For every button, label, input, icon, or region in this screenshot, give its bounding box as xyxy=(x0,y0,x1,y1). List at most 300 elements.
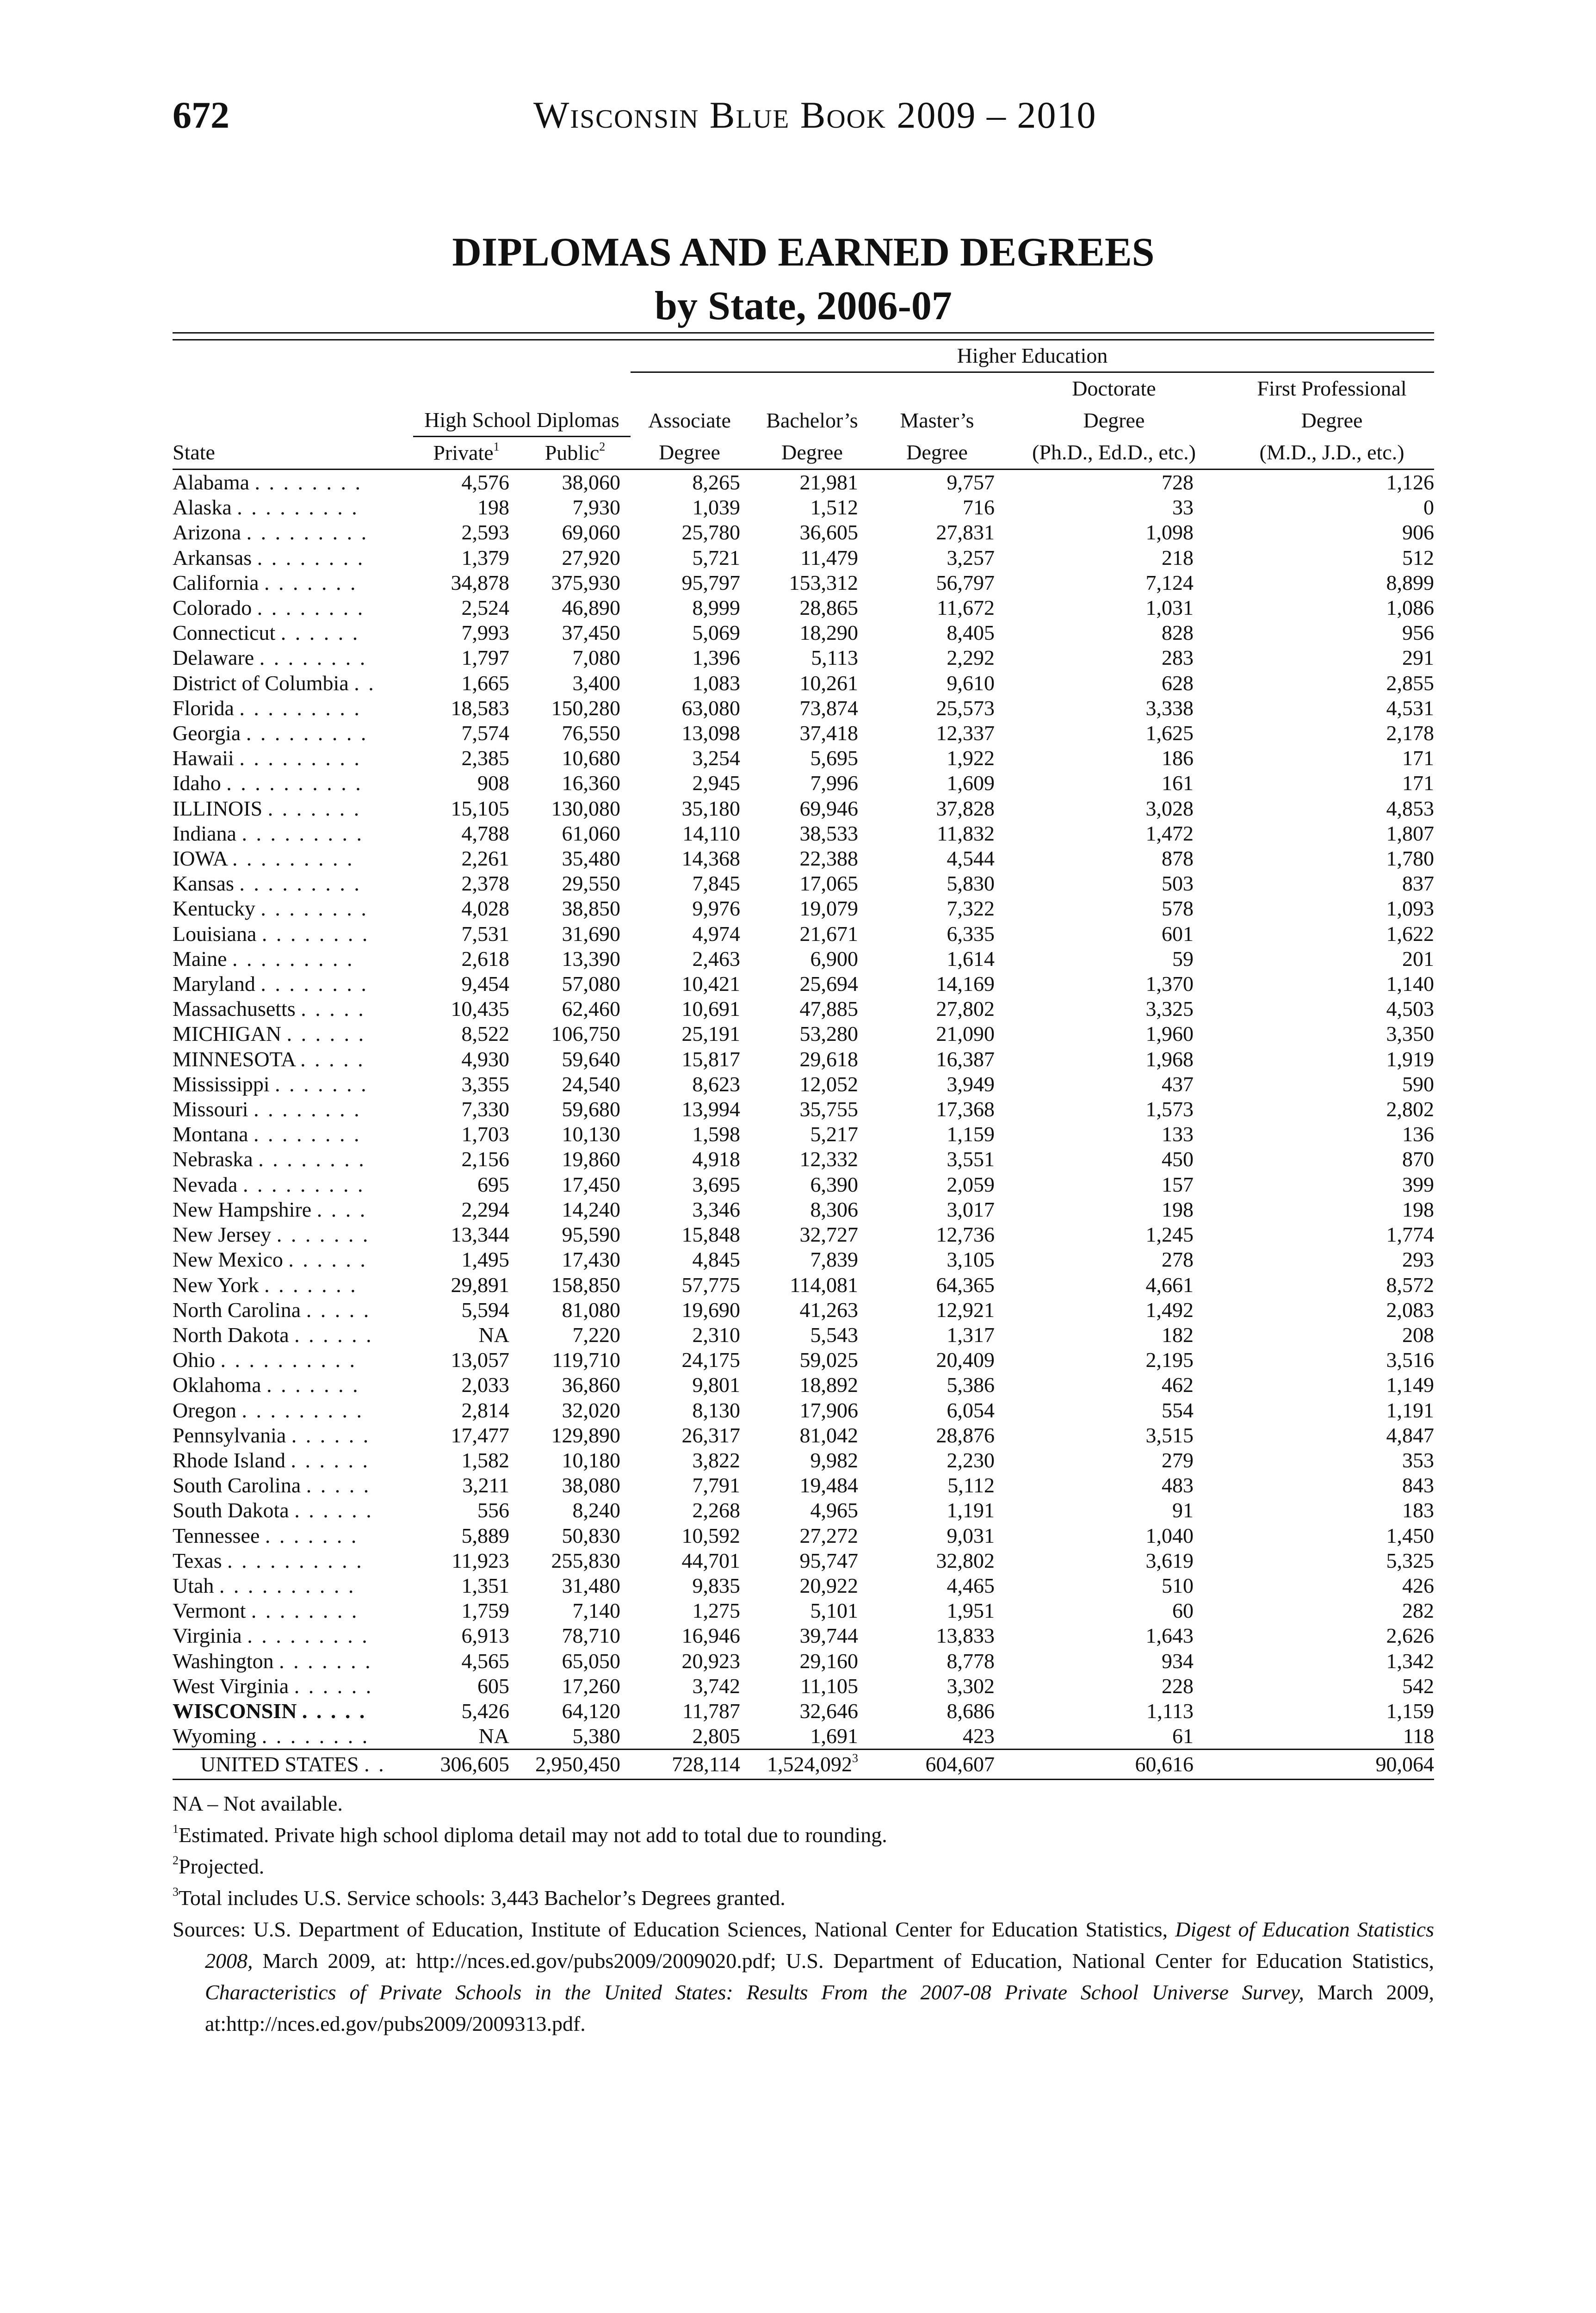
cell-private: 10,435 xyxy=(451,997,509,1021)
cell-master: 8,405 xyxy=(946,621,995,645)
cell-doctorate: 182 xyxy=(1162,1323,1194,1347)
cell-master: 1,609 xyxy=(946,771,995,795)
cell-bachelor: 28,865 xyxy=(799,596,858,620)
state-name: Texas . . . . . . . . . . xyxy=(173,1548,364,1572)
cell-master: 3,949 xyxy=(946,1072,995,1096)
cell-private: 2,156 xyxy=(461,1147,509,1171)
master-header-2: Degree xyxy=(876,437,998,470)
cell-public: 10,180 xyxy=(562,1448,620,1472)
cell-first-prof: 1,774 xyxy=(1386,1223,1435,1247)
cell-first-prof: 282 xyxy=(1402,1599,1435,1623)
cell-associate: 9,976 xyxy=(692,897,740,921)
cell-first-prof: 590 xyxy=(1402,1072,1435,1096)
cell-doctorate: 1,472 xyxy=(1145,821,1194,845)
master-header-1: Master’s xyxy=(900,408,974,432)
cell-associate: 25,191 xyxy=(681,1022,740,1046)
table-row xyxy=(173,671,1434,696)
cell-doctorate: 878 xyxy=(1162,847,1194,871)
cell-doctorate: 3,338 xyxy=(1145,696,1194,720)
cell-doctorate: 554 xyxy=(1162,1398,1194,1422)
note-1: $^1$Estimated. Private high school diploma detail may not add to total due to rounding. xyxy=(173,1822,887,1847)
state-name: Indiana . . . . . . . . . xyxy=(173,821,364,845)
cell-doctorate: 450 xyxy=(1162,1147,1194,1171)
cell-associate: 2,463 xyxy=(692,946,740,971)
state-name: Virginia . . . . . . . . . xyxy=(173,1624,369,1648)
cell-private: 18,583 xyxy=(451,696,509,720)
table-row xyxy=(173,871,1434,896)
cell-doctorate: 1,643 xyxy=(1145,1624,1194,1648)
cell-associate: 63,080 xyxy=(681,696,740,720)
cell-private: 4,565 xyxy=(461,1649,509,1673)
total-private: 306,605 xyxy=(413,1750,520,1780)
cell-master: 6,335 xyxy=(946,921,995,946)
cell-public: 38,850 xyxy=(562,897,620,921)
cell-first-prof: 542 xyxy=(1402,1674,1435,1698)
cell-first-prof: 1,159 xyxy=(1386,1699,1435,1723)
cell-first-prof: 8,572 xyxy=(1386,1273,1435,1297)
state-name: Kentucky . . . . . . . . xyxy=(173,897,368,921)
cell-master: 37,828 xyxy=(936,796,995,820)
cell-master: 2,230 xyxy=(946,1448,995,1472)
cell-public: 37,450 xyxy=(562,621,620,645)
cell-public: 59,640 xyxy=(562,1047,620,1071)
cell-private: 5,594 xyxy=(461,1298,509,1322)
table-row xyxy=(173,1448,1434,1473)
cell-doctorate: 186 xyxy=(1162,746,1194,770)
cell-bachelor: 5,101 xyxy=(810,1599,858,1623)
cell-doctorate: 462 xyxy=(1162,1373,1194,1397)
cell-doctorate: 728 xyxy=(1162,470,1194,494)
cell-public: 65,050 xyxy=(562,1649,620,1673)
cell-master: 28,876 xyxy=(936,1423,995,1447)
degrees-table xyxy=(173,340,1434,1780)
table-row xyxy=(173,1172,1434,1197)
cell-master: 1,951 xyxy=(946,1599,995,1623)
cell-bachelor: 22,388 xyxy=(799,847,858,871)
state-name: Utah . . . . . . . . . . xyxy=(173,1573,356,1597)
cell-first-prof: 2,802 xyxy=(1386,1097,1435,1121)
state-name: Oregon . . . . . . . . . xyxy=(173,1398,364,1422)
cell-master: 12,337 xyxy=(936,721,995,745)
cell-first-prof: 136 xyxy=(1402,1122,1435,1146)
cell-first-prof: 2,178 xyxy=(1386,721,1435,745)
cell-public: 3,400 xyxy=(572,671,620,695)
cell-first-prof: 2,626 xyxy=(1386,1624,1435,1648)
cell-first-prof: 4,531 xyxy=(1386,696,1435,720)
table-subtitle: by State, 2006-07 xyxy=(655,283,952,328)
table-row xyxy=(173,1473,1434,1498)
cell-master: 3,551 xyxy=(946,1147,995,1171)
cell-doctorate: 133 xyxy=(1162,1122,1194,1146)
cell-associate: 14,368 xyxy=(681,847,740,871)
cell-private: 6,913 xyxy=(461,1624,509,1648)
state-name: Montana . . . . . . . . xyxy=(173,1122,361,1146)
cell-master: 12,736 xyxy=(936,1223,995,1247)
cell-master: 1,191 xyxy=(946,1498,995,1522)
table-row xyxy=(173,645,1434,670)
state-name: Rhode Island . . . . . . xyxy=(173,1448,370,1472)
cell-bachelor: 20,922 xyxy=(799,1573,858,1597)
cell-first-prof: 3,350 xyxy=(1386,1022,1435,1046)
state-name: North Dakota . . . . . . xyxy=(173,1323,373,1347)
cell-master: 11,832 xyxy=(937,821,995,845)
cell-private: 1,759 xyxy=(461,1599,509,1623)
cell-public: 24,540 xyxy=(562,1072,620,1096)
cell-master: 12,921 xyxy=(936,1298,995,1322)
cell-first-prof: 956 xyxy=(1402,621,1435,645)
cell-master: 20,409 xyxy=(936,1348,995,1372)
state-name: New York . . . . . . . xyxy=(173,1273,358,1297)
cell-doctorate: 1,573 xyxy=(1145,1097,1194,1121)
cell-first-prof: 1,919 xyxy=(1386,1047,1435,1071)
cell-bachelor: 11,105 xyxy=(800,1674,858,1698)
cell-first-prof: 4,503 xyxy=(1386,997,1435,1021)
cell-master: 3,017 xyxy=(946,1197,995,1221)
state-name: Kansas . . . . . . . . . xyxy=(173,872,361,896)
cell-private: 1,495 xyxy=(461,1248,509,1272)
cell-associate: 1,396 xyxy=(692,646,740,670)
cell-bachelor: 12,332 xyxy=(799,1147,858,1171)
cell-private: 556 xyxy=(477,1498,509,1522)
first-prof-header-2: Degree xyxy=(1301,408,1363,432)
cell-master: 9,031 xyxy=(946,1523,995,1547)
cell-associate: 1,083 xyxy=(692,671,740,695)
total-public: 2,950,450 xyxy=(520,1750,631,1780)
cell-private: 2,033 xyxy=(461,1373,509,1397)
total-associate: 728,114 xyxy=(631,1750,749,1780)
cell-associate: 16,946 xyxy=(681,1624,740,1648)
cell-private: 29,891 xyxy=(451,1273,509,1297)
cell-associate: 35,180 xyxy=(681,796,740,820)
state-name: West Virginia . . . . . . xyxy=(173,1674,373,1698)
state-name: Arizona . . . . . . . . . xyxy=(173,520,369,544)
state-name: Arkansas . . . . . . . . xyxy=(173,545,365,569)
cell-public: 81,080 xyxy=(562,1298,620,1322)
cell-associate: 3,742 xyxy=(692,1674,740,1698)
associate-header-1: Associate xyxy=(648,408,731,432)
state-name: Hawaii . . . . . . . . . xyxy=(173,746,361,770)
cell-first-prof: 1,149 xyxy=(1386,1373,1435,1397)
cell-public: 10,130 xyxy=(562,1122,620,1146)
table-row xyxy=(173,1699,1434,1724)
cell-first-prof: 198 xyxy=(1402,1197,1435,1221)
cell-public: 13,390 xyxy=(562,946,620,971)
cell-public: 29,550 xyxy=(562,872,620,896)
cell-bachelor: 39,744 xyxy=(799,1624,858,1648)
cell-public: 38,080 xyxy=(562,1473,620,1497)
cell-bachelor: 19,484 xyxy=(799,1473,858,1497)
cell-first-prof: 1,807 xyxy=(1386,821,1435,845)
table-row xyxy=(173,1498,1434,1523)
state-name: Missouri . . . . . . . . xyxy=(173,1097,361,1121)
cell-first-prof: 870 xyxy=(1402,1147,1435,1171)
total-label: UNITED STATES . . xyxy=(173,1750,413,1780)
total-row xyxy=(173,1750,1434,1780)
table-row xyxy=(173,971,1434,996)
table-row xyxy=(173,746,1434,771)
cell-master: 2,292 xyxy=(946,646,995,670)
cell-associate: 20,923 xyxy=(681,1649,740,1673)
cell-bachelor: 21,981 xyxy=(799,470,858,494)
cell-doctorate: 33 xyxy=(1172,495,1194,519)
cell-first-prof: 4,847 xyxy=(1386,1423,1435,1447)
cell-private: 34,878 xyxy=(451,570,509,594)
cell-public: 10,680 xyxy=(562,746,620,770)
cell-doctorate: 1,960 xyxy=(1145,1022,1194,1046)
cell-master: 4,465 xyxy=(946,1573,995,1597)
cell-bachelor: 5,695 xyxy=(810,746,858,770)
cell-bachelor: 35,755 xyxy=(799,1097,858,1121)
state-name: Colorado . . . . . . . . xyxy=(173,596,365,620)
cell-master: 64,365 xyxy=(936,1273,995,1297)
state-name: New Hampshire . . . . xyxy=(173,1197,367,1221)
cell-private: 1,379 xyxy=(461,545,509,569)
cell-master: 3,302 xyxy=(946,1674,995,1698)
cell-doctorate: 1,098 xyxy=(1145,520,1194,544)
table-row xyxy=(173,520,1434,545)
cell-master: 27,831 xyxy=(936,520,995,544)
hs-diplomas-header: High School Diplomas xyxy=(413,404,631,437)
table-notes xyxy=(173,1788,1434,2040)
table-row xyxy=(173,996,1434,1021)
cell-doctorate: 2,195 xyxy=(1145,1348,1194,1372)
state-name: Mississippi . . . . . . . xyxy=(173,1072,368,1096)
cell-first-prof: 293 xyxy=(1402,1248,1435,1272)
cell-associate: 2,268 xyxy=(692,1498,740,1522)
cell-private: 7,993 xyxy=(461,621,509,645)
state-name: New Mexico . . . . . . xyxy=(173,1248,367,1272)
cell-master: 8,778 xyxy=(946,1649,995,1673)
cell-master: 1,614 xyxy=(946,946,995,971)
cell-private: 908 xyxy=(477,771,509,795)
cell-bachelor: 7,996 xyxy=(810,771,858,795)
cell-first-prof: 837 xyxy=(1402,872,1435,896)
cell-bachelor: 6,900 xyxy=(810,946,858,971)
cell-doctorate: 483 xyxy=(1162,1473,1194,1497)
cell-first-prof: 1,191 xyxy=(1386,1398,1435,1422)
cell-private: 4,930 xyxy=(461,1047,509,1071)
state-name: Alaska . . . . . . . . . xyxy=(173,495,359,519)
cell-associate: 8,265 xyxy=(692,470,740,494)
cell-public: 375,930 xyxy=(551,570,620,594)
cell-associate: 8,130 xyxy=(692,1398,740,1422)
cell-associate: 26,317 xyxy=(681,1423,740,1447)
cell-public: 7,140 xyxy=(572,1599,620,1623)
cell-associate: 1,275 xyxy=(692,1599,740,1623)
cell-doctorate: 157 xyxy=(1162,1172,1194,1196)
cell-associate: 3,346 xyxy=(692,1197,740,1221)
doctorate-header-1: Doctorate xyxy=(1072,377,1156,400)
cell-public: 16,360 xyxy=(562,771,620,795)
state-name: New Jersey . . . . . . . xyxy=(173,1223,370,1247)
associate-header-2: Degree xyxy=(631,437,749,470)
cell-private: 15,105 xyxy=(451,796,509,820)
cell-public: 17,430 xyxy=(562,1248,620,1272)
state-name: Delaware . . . . . . . . xyxy=(173,646,367,670)
cell-public: 32,020 xyxy=(562,1398,620,1422)
cell-public: 36,860 xyxy=(562,1373,620,1397)
cell-private: 4,028 xyxy=(461,897,509,921)
cell-first-prof: 1,342 xyxy=(1386,1649,1435,1673)
state-name: Idaho . . . . . . . . . . xyxy=(173,771,363,795)
cell-associate: 3,822 xyxy=(692,1448,740,1472)
cell-master: 3,105 xyxy=(946,1248,995,1272)
table-row xyxy=(173,1598,1434,1623)
cell-master: 5,830 xyxy=(946,872,995,896)
state-name: California . . . . . . . xyxy=(173,570,358,594)
cell-associate: 8,999 xyxy=(692,596,740,620)
table-row xyxy=(173,846,1434,871)
cell-bachelor: 41,263 xyxy=(799,1298,858,1322)
cell-associate: 4,974 xyxy=(692,921,740,946)
table-row xyxy=(173,545,1434,570)
cell-public: 5,380 xyxy=(520,1724,631,1750)
cell-master: 5,386 xyxy=(946,1373,995,1397)
cell-master: 27,802 xyxy=(936,997,995,1021)
cell-public: 8,240 xyxy=(572,1498,620,1522)
cell-associate: 10,421 xyxy=(681,972,740,996)
cell-bachelor: 8,306 xyxy=(810,1197,858,1221)
cell-doctorate: 578 xyxy=(1162,897,1194,921)
cell-associate: 9,801 xyxy=(692,1373,740,1397)
cell-bachelor: 18,290 xyxy=(799,621,858,645)
cell-public: 95,590 xyxy=(562,1223,620,1247)
cell-bachelor: 53,280 xyxy=(799,1022,858,1046)
cell-public: 78,710 xyxy=(562,1624,620,1648)
cell-first-prof: 1,086 xyxy=(1386,596,1435,620)
state-name: Nebraska . . . . . . . . xyxy=(173,1147,366,1171)
cell-master: 9,610 xyxy=(946,671,995,695)
cell-first-prof: 4,853 xyxy=(1386,796,1435,820)
total-master: 604,607 xyxy=(876,1750,998,1780)
cell-public: 61,060 xyxy=(562,821,620,845)
cell-private: 4,788 xyxy=(461,821,509,845)
cell-doctorate: 437 xyxy=(1162,1072,1194,1096)
table-row xyxy=(173,1197,1434,1222)
cell-private: 1,703 xyxy=(461,1122,509,1146)
cell-associate: 25,780 xyxy=(681,520,740,544)
cell-doctorate: 218 xyxy=(1162,545,1194,569)
cell-private: 9,454 xyxy=(461,972,509,996)
state-name: Nevada . . . . . . . . . xyxy=(173,1172,365,1196)
cell-public: 7,220 xyxy=(572,1323,620,1347)
note-na: NA – Not available. xyxy=(173,1792,343,1815)
cell-public: 17,260 xyxy=(562,1674,620,1698)
sources-note: Sources: U.S. Department of Education, Institute of Education Sciences, National Center for Education Statistics, Digest of Education Statistics 2008, March 2009, at: http://nces.ed.gov/pubs2009/2009020.pdf; U.S. Department of Education, National Center for Education Statistics, Characteristics of Private Schools in the United States: Results From the 2007-08 Private School Universe Survey, March 2009, at:http://nces.ed.gov/pubs2009/2009313.pdf. xyxy=(173,1917,1434,2035)
cell-doctorate: 934 xyxy=(1162,1649,1194,1673)
cell-associate: 8,623 xyxy=(692,1072,740,1096)
state-name: IOWA . . . . . . . . . xyxy=(173,847,354,871)
cell-first-prof: 1,140 xyxy=(1386,972,1435,996)
cell-first-prof: 2,083 xyxy=(1386,1298,1435,1322)
state-name: Massachusetts . . . . . xyxy=(173,997,365,1021)
cell-doctorate: 1,492 xyxy=(1145,1298,1194,1322)
cell-first-prof: 208 xyxy=(1402,1323,1435,1347)
cell-doctorate: 1,968 xyxy=(1145,1047,1194,1071)
cell-bachelor: 29,160 xyxy=(799,1649,858,1673)
cell-master: 1,159 xyxy=(946,1122,995,1146)
table-row xyxy=(173,771,1434,796)
cell-bachelor: 9,982 xyxy=(810,1448,858,1472)
cell-first-prof: 118 xyxy=(1230,1724,1434,1750)
state-name: Vermont . . . . . . . . xyxy=(173,1599,359,1623)
table-row xyxy=(173,896,1434,921)
cell-associate: 15,848 xyxy=(681,1223,740,1247)
cell-first-prof: 353 xyxy=(1402,1448,1435,1472)
state-name: Georgia . . . . . . . . . xyxy=(173,721,368,745)
cell-private: 1,351 xyxy=(461,1573,509,1597)
state-header: State xyxy=(173,437,413,470)
cell-associate: 2,310 xyxy=(692,1323,740,1347)
first-prof-header-3: (M.D., J.D., etc.) xyxy=(1230,437,1434,470)
state-name: Wyoming . . . . . . . . xyxy=(173,1724,413,1750)
state-name: District of Columbia . . xyxy=(173,671,376,695)
cell-private: 695 xyxy=(477,1172,509,1196)
bachelor-header-1: Bachelor’s xyxy=(766,408,858,432)
cell-master: 16,387 xyxy=(936,1047,995,1071)
cell-associate: 10,592 xyxy=(681,1523,740,1547)
state-name: MICHIGAN . . . . . . xyxy=(173,1022,366,1046)
cell-public: 19,860 xyxy=(562,1147,620,1171)
cell-first-prof: 171 xyxy=(1402,771,1435,795)
cell-bachelor: 17,906 xyxy=(799,1398,858,1422)
doctorate-header-3: (Ph.D., Ed.D., etc.) xyxy=(998,437,1230,470)
cell-bachelor: 37,418 xyxy=(799,721,858,745)
table-row xyxy=(173,1649,1434,1674)
cell-associate: 1,039 xyxy=(692,495,740,519)
cell-doctorate: 601 xyxy=(1162,921,1194,946)
cell-doctorate: 60 xyxy=(1172,1599,1194,1623)
cell-bachelor: 11,479 xyxy=(800,545,858,569)
cell-doctorate: 3,325 xyxy=(1145,997,1194,1021)
cell-associate: 2,805 xyxy=(631,1724,749,1750)
cell-master: 11,672 xyxy=(937,596,995,620)
cell-associate: 9,835 xyxy=(692,1573,740,1597)
state-name: Connecticut . . . . . . xyxy=(173,621,360,645)
cell-private: NA xyxy=(478,1323,509,1347)
table-row xyxy=(173,1348,1434,1373)
cell-private: 2,294 xyxy=(461,1197,509,1221)
cell-bachelor: 12,052 xyxy=(799,1072,858,1096)
table-row xyxy=(173,1247,1434,1272)
table-row xyxy=(173,1323,1434,1348)
cell-master: 1,317 xyxy=(946,1323,995,1347)
table-row xyxy=(173,1573,1434,1598)
state-name: Maryland . . . . . . . . xyxy=(173,972,368,996)
cell-first-prof: 906 xyxy=(1402,520,1435,544)
cell-doctorate: 161 xyxy=(1162,771,1194,795)
cell-first-prof: 171 xyxy=(1402,746,1435,770)
cell-associate: 19,690 xyxy=(681,1298,740,1322)
cell-associate: 3,695 xyxy=(692,1172,740,1196)
cell-bachelor: 81,042 xyxy=(799,1423,858,1447)
cell-private: 5,426 xyxy=(461,1699,509,1723)
cell-bachelor: 73,874 xyxy=(799,696,858,720)
table-title: DIPLOMAS AND EARNED DEGREES xyxy=(452,230,1155,275)
cell-associate: 2,945 xyxy=(692,771,740,795)
cell-first-prof: 291 xyxy=(1402,646,1435,670)
table-row xyxy=(173,1122,1434,1147)
cell-public: 59,680 xyxy=(562,1097,620,1121)
table-row xyxy=(173,570,1434,595)
cell-private: 3,355 xyxy=(461,1072,509,1096)
cell-first-prof: 426 xyxy=(1402,1573,1435,1597)
state-name: MINNESOTA . . . . . xyxy=(173,1047,365,1071)
cell-private: 13,344 xyxy=(451,1223,509,1247)
cell-first-prof: 1,622 xyxy=(1386,921,1435,946)
table-row xyxy=(173,1423,1434,1448)
cell-private: 7,574 xyxy=(461,721,509,745)
